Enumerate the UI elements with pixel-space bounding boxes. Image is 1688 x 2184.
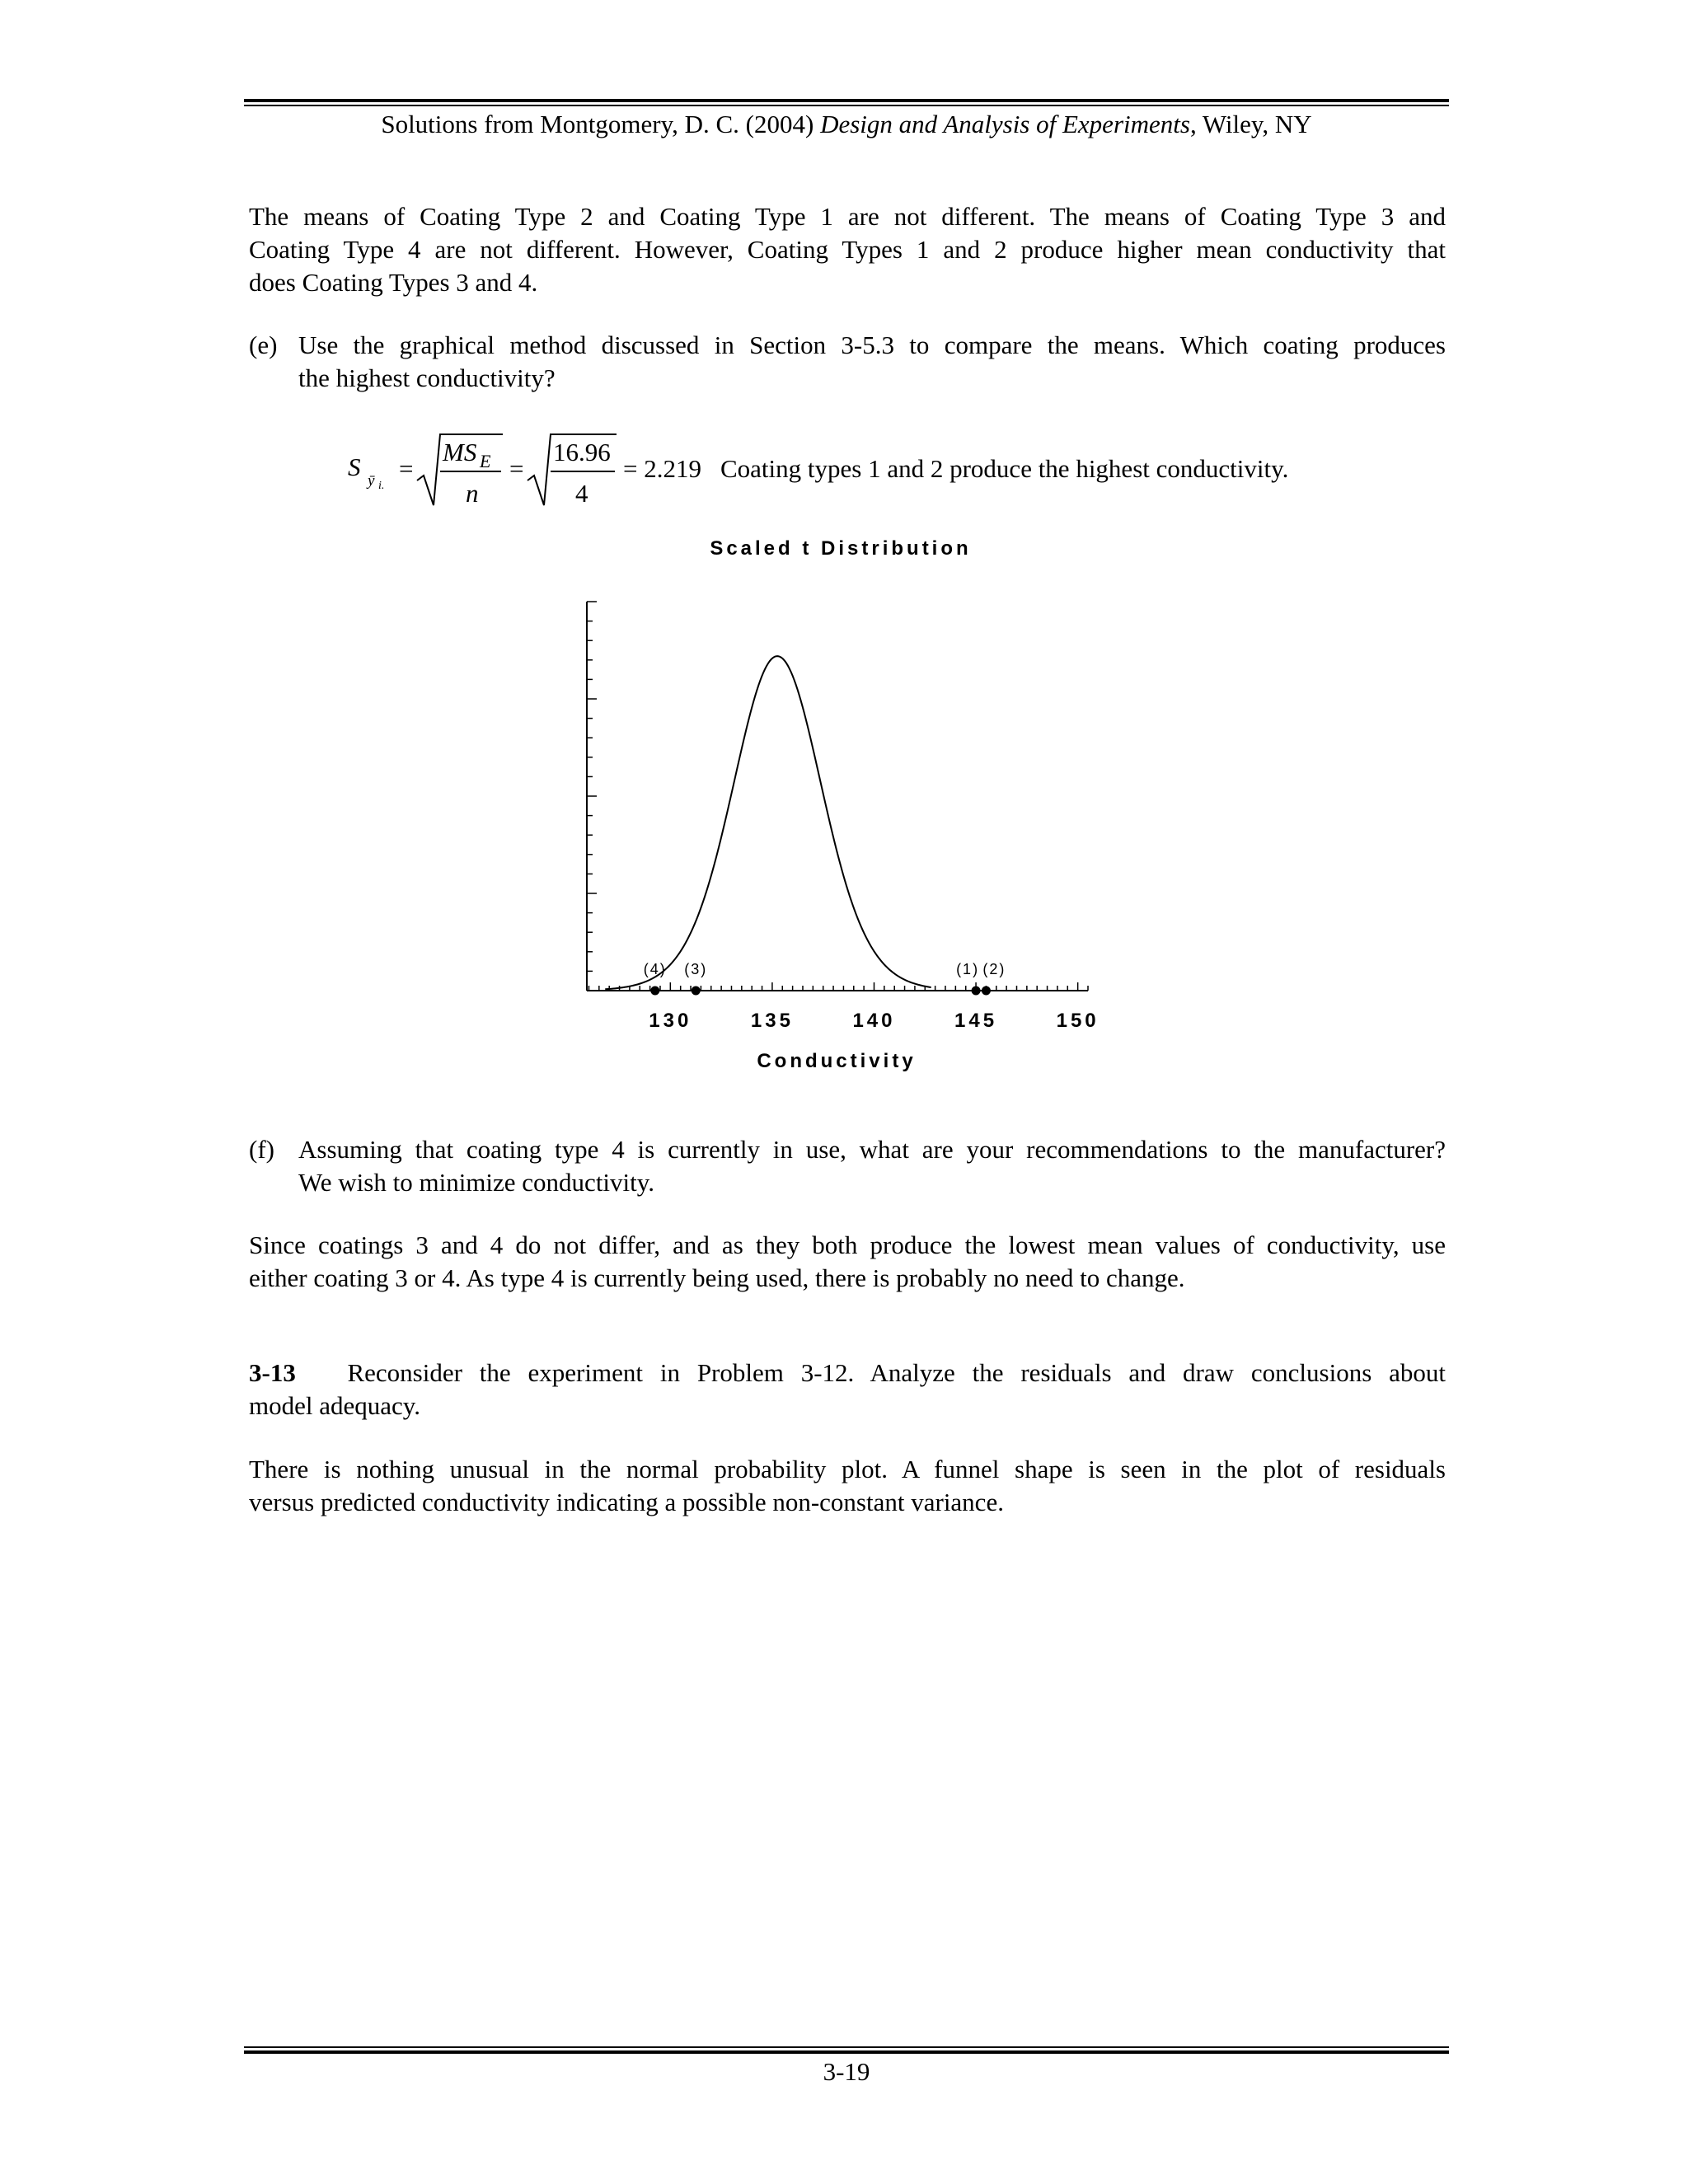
question-f-line: We wish to minimize conductivity. [298, 1168, 655, 1197]
question-e-line: the highest conductivity? [298, 363, 556, 392]
question-e-line: Use the graphical method discussed in Section 3-5.3 to compare the means. Which coating produces [298, 330, 1446, 359]
answer-f-line: either coating 3 or 4. As type 4 is currently being used, there is probably no need to change. [249, 1263, 1185, 1292]
answer-3-13-line: versus predicted conductivity indicating a possible non-constant variance. [249, 1488, 1004, 1516]
x-tick-label: 145 [954, 1010, 998, 1032]
x-axis-label: Conductivity [757, 1050, 917, 1072]
page-number: 3-19 [823, 2057, 870, 2086]
problem-number: 3-13 [249, 1358, 296, 1387]
numerator-ms: MS [443, 438, 477, 466]
running-header [244, 108, 1449, 141]
question-f-line: Assuming that coating type 4 is currently in use, what are your recommendations to the manufacturer? [298, 1135, 1446, 1164]
problem-3-13-text: Reconsider the experiment in Problem 3-12. Analyze the residuals and draw conclusions about [347, 1358, 1447, 1387]
question-f-text [298, 1133, 1446, 1199]
intro-line: Coating Type 4 are not different. However, Coating Types 1 and 2 produce higher mean conductivity that [249, 235, 1446, 264]
s-subscript: ȳ [368, 472, 375, 490]
answer-3-13-paragraph [249, 1453, 1446, 1519]
denominator-value: 4 [575, 479, 588, 508]
header-suffix: , Wiley, NY [1189, 110, 1312, 138]
mean-label: (2) [982, 961, 1006, 977]
question-f-label: (f) [249, 1135, 274, 1164]
problem-3-13-line [249, 1357, 1446, 1390]
footer-rule-thin [244, 2046, 1449, 2048]
answer-3-13-line: There is nothing unusual in the normal probability plot. A funnel shape is seen in the plot of residuals [249, 1455, 1446, 1483]
formula-conclusion: Coating types 1 and 2 produce the highest conductivity. [720, 454, 1289, 483]
mean-point [692, 987, 701, 996]
chart-title: Scaled t Distribution [710, 537, 972, 560]
formula-block [330, 424, 1401, 515]
answer-f-paragraph [249, 1229, 1446, 1295]
t-distribution-curve [605, 656, 931, 989]
intro-line: does Coating Types 3 and 4. [249, 268, 538, 297]
numerator-sub-e: E [480, 451, 491, 471]
mean-point [982, 987, 991, 996]
footer-rule-thick [244, 2050, 1449, 2054]
answer-f-line: Since coatings 3 and 4 do not differ, and as they both produce the lowest mean values of conductivity, use [249, 1230, 1446, 1259]
equals-sign: = [509, 454, 524, 483]
problem-3-13 [249, 1357, 1446, 1422]
x-tick-label: 150 [1056, 1010, 1100, 1032]
mean-label: (3) [684, 961, 708, 977]
header-prefix: Solutions from Montgomery, D. C. (2004) [381, 110, 821, 138]
x-tick-label: 135 [750, 1010, 794, 1032]
header-book-title: Design and Analysis of Experiments [820, 110, 1190, 138]
mean-point [650, 987, 659, 996]
x-axis [587, 982, 1088, 991]
y-axis [587, 602, 597, 991]
denominator-n: n [466, 479, 479, 508]
s-symbol: S [348, 452, 361, 481]
x-tick-labels [649, 1010, 1099, 1032]
x-tick-label: 140 [852, 1010, 896, 1032]
mean-point [972, 987, 981, 996]
mean-label: (1) [956, 961, 980, 977]
numerator-value: 16.96 [553, 438, 611, 466]
question-e-text [298, 329, 1446, 395]
equals-sign: = [399, 454, 414, 483]
formula-svg [330, 424, 1401, 515]
scaled-t-chart [560, 527, 1121, 1088]
mean-label: (4) [643, 961, 667, 977]
intro-paragraph [249, 200, 1446, 299]
header-rule-thick [244, 99, 1449, 102]
problem-3-13-line: model adequacy. [249, 1391, 421, 1420]
x-tick-label: 130 [649, 1010, 692, 1032]
intro-line: The means of Coating Type 2 and Coating Type 1 are not different. The means of Coating Type 3 and [249, 202, 1446, 231]
chart-svg [560, 527, 1121, 1088]
s-subscript-i: i. [378, 480, 385, 492]
header-rule-thin [244, 105, 1449, 106]
question-e-label: (e) [249, 330, 278, 359]
formula-result: = 2.219 [623, 454, 701, 483]
